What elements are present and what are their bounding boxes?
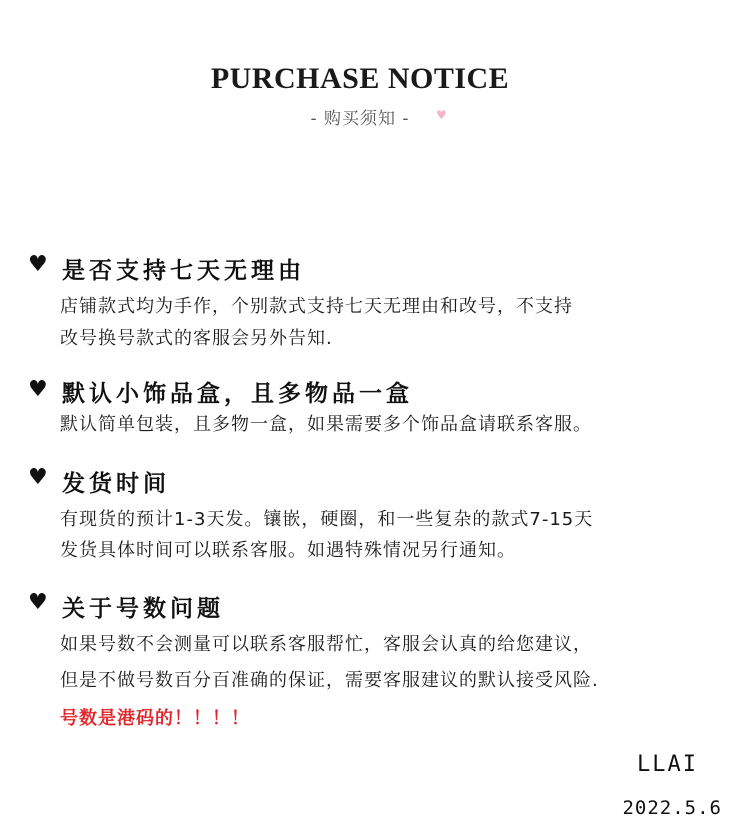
section-text-line: 店铺款式均为手作，个别款式支持七天无理由和改号，不支持 <box>60 296 573 317</box>
section-text-line: 默认简单包装，且多物一盒，如果需要多个饰品盒请联系客服。 <box>60 414 592 435</box>
section-text-line: 有现货的预计1-3天发。镶嵌，硬圈，和一些复杂的款式7-15天 <box>60 509 594 530</box>
page-subtitle: - 购买须知 - <box>310 109 410 129</box>
section-heading: 默认小饰品盒，且多物品一盒 <box>62 380 413 407</box>
section-heading: 发货时间 <box>62 470 170 497</box>
section-text-line: 但是不做号数百分百准确的保证，需要客服建议的默认接受风险. <box>60 670 599 691</box>
section-heading: 是否支持七天无理由 <box>62 257 305 284</box>
size-warning-text: 号数是港码的！！！！ <box>60 708 250 729</box>
heart-bullet-icon: ♥ <box>28 590 48 615</box>
heart-bullet-icon: ♥ <box>28 377 48 402</box>
section-text-line: 如果号数不会测量可以联系客服帮忙，客服会认真的给您建议， <box>60 634 592 655</box>
signature: LLAI <box>637 752 698 777</box>
heart-bullet-icon: ♥ <box>28 465 48 490</box>
page-title: PURCHASE NOTICE <box>210 62 510 95</box>
section-heading: 关于号数问题 <box>62 595 224 622</box>
date-label: 2022.5.6 <box>622 797 722 819</box>
heart-bullet-icon: ♥ <box>28 252 48 277</box>
section-text-line: 发货具体时间可以联系客服。如遇特殊情况另行通知。 <box>60 540 516 561</box>
heart-icon: ♥ <box>436 108 447 122</box>
section-text-line: 改号换号款式的客服会另外告知. <box>60 328 333 349</box>
